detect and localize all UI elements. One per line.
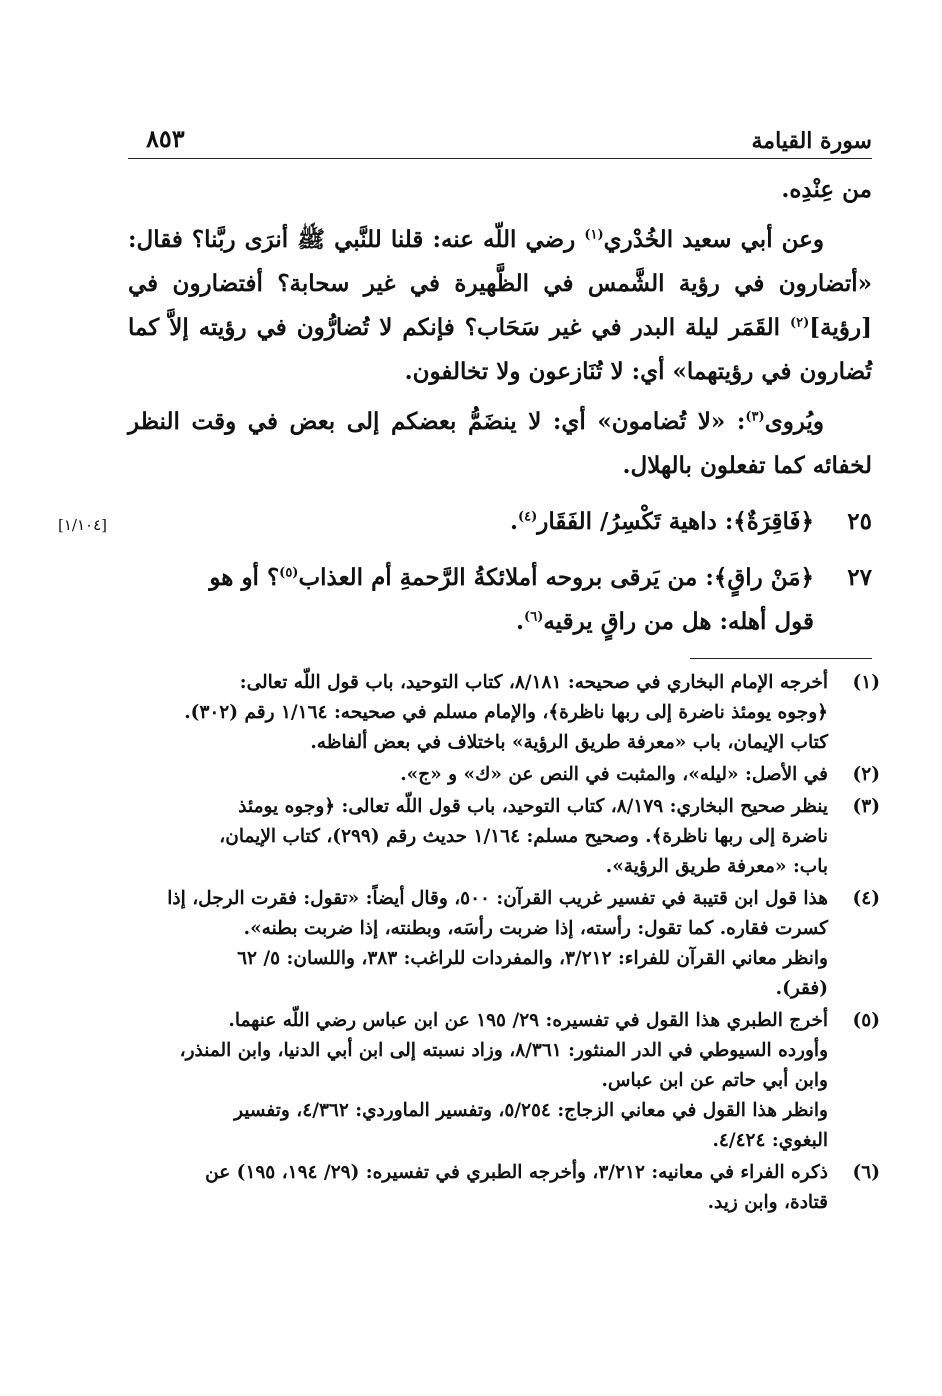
manuscript-folio-ref: [١/١٠٤]	[58, 516, 107, 534]
footnote-ref[interactable]: (٢)	[789, 315, 810, 331]
footnote-number: (٣)	[852, 796, 880, 817]
verse-text: ﴿مَنْ راقٍ﴾: من يَرقى بروحه أملائكةُ الرَّحمةِ أم العذاب	[298, 564, 814, 591]
verse-text-end: .	[516, 608, 525, 635]
footnotes	[128, 668, 880, 1220]
footnote-number: (١)	[852, 672, 880, 693]
footnote-1	[128, 668, 880, 758]
footnote-line: في الأصل: «ليله»، والمثبت في النص عن «ك» و «ج».	[400, 764, 828, 785]
footnote-number: (٤)	[852, 888, 880, 909]
footnote-line: ناضرة إلى ربها ناظرة﴾. وصحيح مسلم: ١/١٦٤ حديث رقم (٢٩٩)، كتاب الإيمان،	[219, 826, 828, 847]
footnote-6	[128, 1158, 880, 1218]
footnote-ref[interactable]: (١)	[584, 227, 604, 243]
hadith-text-cont: القَمَر ليلة البدر في غير سَحَاب؟ فإنكم لا تُضارُّون في رؤيته إلاَّ كما تُضارون في رؤيتهما» أي: لا تُنَازعون ولا تخالفون.	[128, 314, 872, 385]
footnote-ref[interactable]: (٤)	[517, 509, 538, 525]
footnote-line: البغوي: ٤/٤٢٤.	[712, 1130, 828, 1151]
verse-end: .	[509, 508, 518, 535]
verse-27-commentary	[128, 556, 814, 644]
variant-text: : «لا تُضامون» أي: لا ينضَمُّ بعضكم إلى بعض في وقت النظر لخفائه كما تفعلون بالهلال.	[128, 408, 872, 479]
verse-text: ﴿فَاقِرَةٌ﴾: داهية تَكْسِرُ/ الفَقَار	[537, 508, 814, 535]
footnote-line: أخرج الطبري هذا القول في تفسيره: ٢٩/ ١٩٥ عن ابن عباس رضي اللّه عنهما.	[228, 1010, 828, 1031]
hadith-text: رضي اللّه عنه: قلنا للنَّبي ﷺ أنرَى ربَّنا؟ فقال: «أتضارون في رؤية الشَّمس في الظَّهيرة في غير سحابة؟ أفتضارون في [رؤية]	[128, 226, 872, 341]
footnote-line: قتادة، وابن زيد.	[707, 1192, 828, 1213]
footnote-line: هذا قول ابن قتيبة في تفسير غريب القرآن: ٥٠٠، وقال أيضاً: «تقول: فقرت الرجل، إذا	[167, 888, 828, 909]
paragraph-hadith	[128, 218, 872, 394]
page-header	[128, 118, 872, 159]
footnote-line: وانظر معاني القرآن للفراء: ٣/٢١٢، والمفردات للراغب: ٣٨٣، واللسان: ٥/ ٦٢	[237, 948, 828, 969]
footnote-line: ﴿وجوه يومئذ ناضرة إلى ربها ناظرة﴾، والإمام مسلم في صحيحه: ١/١٦٤ رقم (٣٠٢).	[184, 702, 828, 723]
paragraph-opening: من عِنْدِه.	[781, 176, 872, 203]
footnote-4	[128, 884, 880, 1004]
footnote-number: (٢)	[852, 764, 880, 785]
main-text	[128, 168, 872, 494]
page-number: ٨٥٣	[146, 124, 185, 153]
footnote-line: (فقر).	[775, 978, 828, 999]
footnote-2	[128, 760, 880, 790]
footnote-line: وابن أبي حاتم عن ابن عباس.	[601, 1070, 828, 1091]
footnote-ref[interactable]: (٦)	[524, 609, 544, 625]
footnote-number: (٦)	[852, 1162, 880, 1183]
footnote-line: ذكره الفراء في معانيه: ٣/٢١٢، وأخرجه الطبري في تفسيره: (٢٩/ ١٩٤، ١٩٥) عن	[205, 1162, 828, 1183]
footnote-ref[interactable]: (٣)	[745, 409, 765, 425]
footnote-line: وانظر هذا القول في معاني الزجاج: ٥/٢٥٤، وتفسير الماوردي: ٤/٣٦٢، وتفسير	[234, 1100, 828, 1121]
footnote-line: وأورده السيوطي في الدر المنثور: ٨/٣٦١، وزاد نسبته إلى ابن أبي الدنيا، وابن المنذر،	[179, 1040, 828, 1061]
footnote-line: أخرجه الإمام البخاري في صحيحه: ٨/١٨١، كتاب التوحيد، باب قول اللّه تعالى:	[239, 672, 828, 693]
verse-line	[128, 556, 814, 600]
verse-line	[128, 600, 814, 644]
footnote-3	[128, 792, 880, 882]
verse-number: ٢٥	[847, 508, 872, 535]
verse-text-end: ؟ أو هو	[209, 564, 280, 591]
footnote-line: ينظر صحيح البخاري: ٨/١٧٩، كتاب التوحيد، باب قول اللّه تعالى: ﴿وجوه يومئذ	[238, 796, 828, 817]
hadith-intro: وعن أبي سعيد الخُدْري	[603, 226, 825, 253]
verse-25-commentary	[510, 500, 814, 544]
footnote-ref[interactable]: (٥)	[279, 565, 299, 581]
footnote-5	[128, 1006, 880, 1156]
verse-number: ٢٧	[847, 564, 872, 591]
paragraph-variant	[128, 400, 872, 488]
footnote-line: كتاب الإيمان، باب «معرفة طريق الرؤية» باختلاف في بعض ألفاظه.	[310, 732, 828, 753]
footnote-number: (٥)	[852, 1010, 880, 1031]
variant-intro: ويُروى	[764, 408, 824, 435]
footnote-line: باب: «معرفة طريق الرؤية».	[605, 856, 828, 877]
footnote-line: كسرت فقاره. كما تقول: رأسته، إذا ضربت رأسَه، وبطنته، إذا ضربت بطنه».	[243, 918, 828, 939]
surah-title: سورة القيامة	[751, 128, 872, 154]
footnote-divider	[690, 658, 872, 659]
verse-text: قول أهله: هل من راقٍ يرقيه	[543, 608, 814, 635]
